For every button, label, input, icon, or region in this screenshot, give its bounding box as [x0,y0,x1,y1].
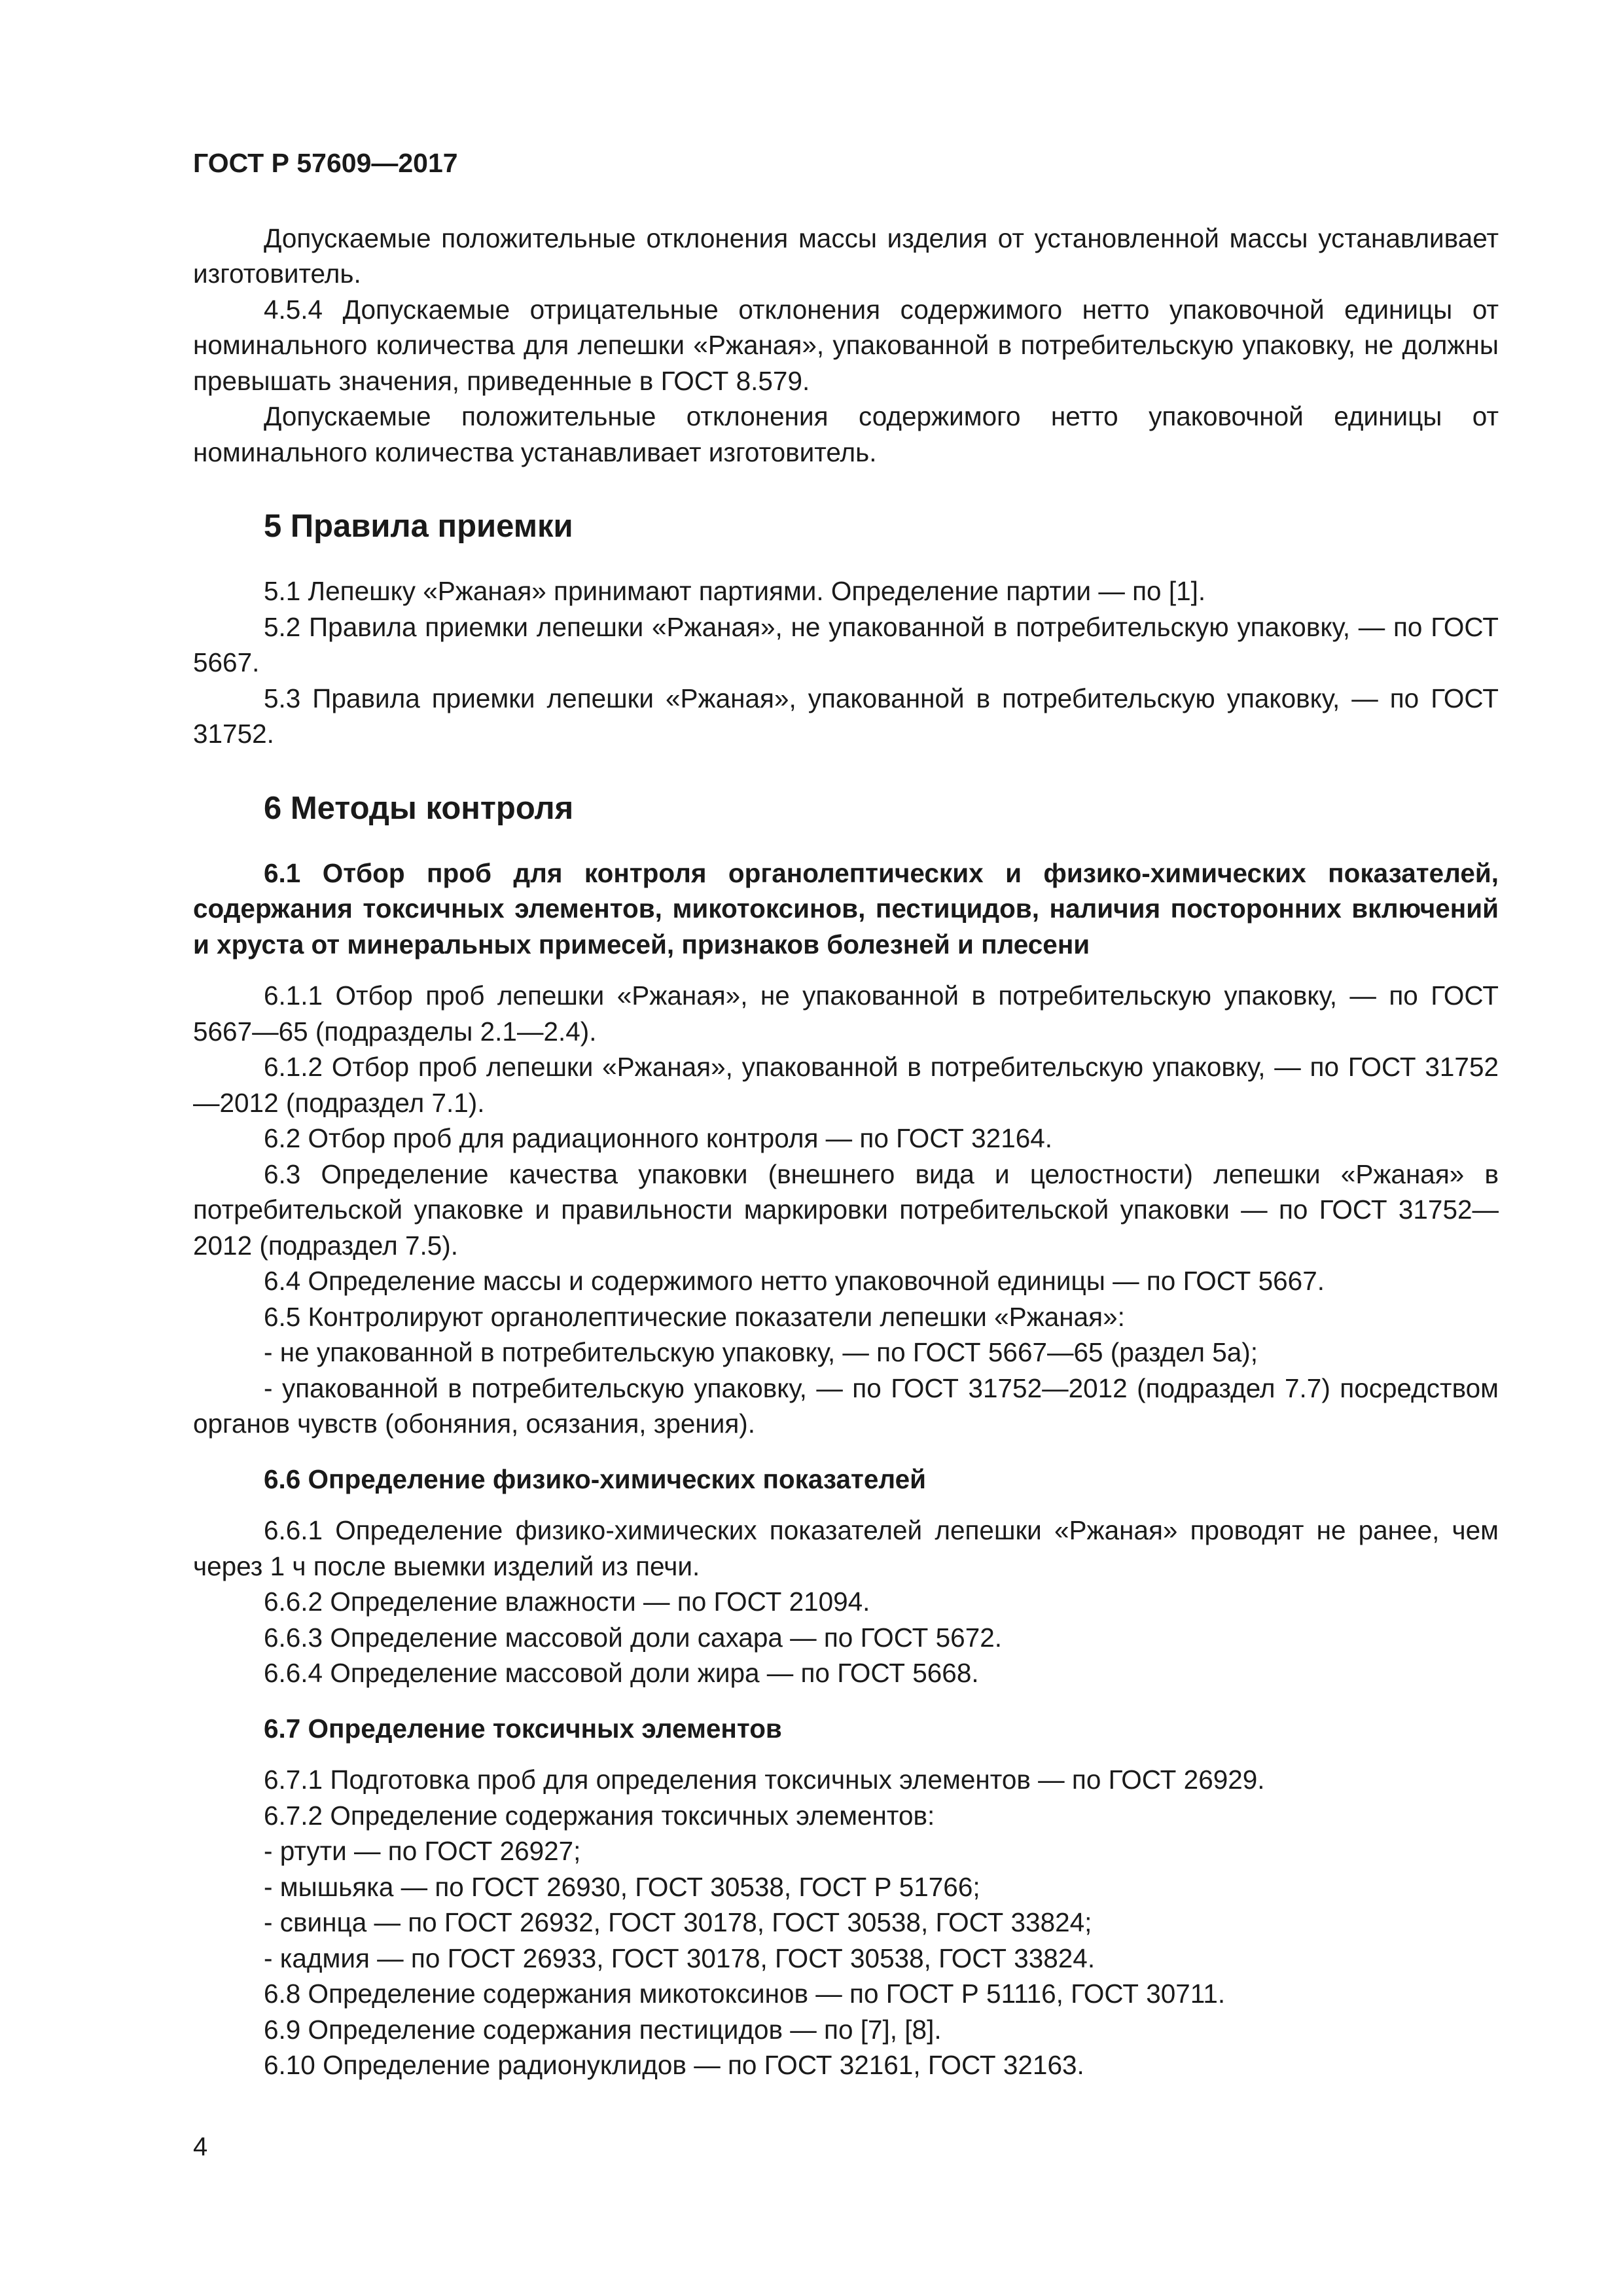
paragraph: 4.5.4 Допускаемые отрицательные отклонения содержимого нетто упаковочной единицы от номинального количества для лепешки «Ржаная», упакованной в потребительскую упаковку, не должны превышать значения, приведенные в ГОСТ 8.579. [193,294,1499,396]
paragraph: 6.1.2 Отбор проб лепешки «Ржаная», упакованной в потребительскую упаковку, — по ГОСТ 31752—2012 (подраздел 7.1). [193,1052,1499,1118]
paragraph: 6.2 Отбор проб для радиационного контроля — по ГОСТ 32164. [264,1123,1053,1153]
list-item: - мышьяка — по ГОСТ 26930, ГОСТ 30538, ГОСТ Р 51766; [264,1871,980,1902]
paragraph: 5.1 Лепешку «Ржаная» принимают партиями. Определение партии — по [1]. [264,576,1206,606]
paragraph: 6.6.1 Определение физико-химических показателей лепешки «Ржаная» проводят не ранее, чем через 1 ч после выемки изделий из печи. [193,1515,1499,1581]
paragraph: 6.10 Определение радионуклидов — по ГОСТ 32161, ГОСТ 32163. [264,2050,1084,2080]
document-page [193,145,1499,2083]
paragraph: 6.6.3 Определение массовой доли сахара — по ГОСТ 5672. [264,1622,1002,1653]
paragraph: 6.6.4 Определение массовой доли жира — по ГОСТ 5668. [264,1658,979,1688]
paragraph: 6.3 Определение качества упаковки (внешнего вида и целостности) лепешки «Ржаная» в потребительской упаковке и правильности маркировки потребительской упаковки — по ГОСТ 31752—2012 (подраздел 7.5). [193,1158,1499,1261]
paragraph: 6.9 Определение содержания пестицидов — по [7], [8]. [264,2014,942,2045]
page-number: 4 [193,2132,208,2161]
list-item: - кадмия — по ГОСТ 26933, ГОСТ 30178, ГОСТ 30538, ГОСТ 33824. [264,1943,1096,1973]
section-6-title: 6 Методы контроля [264,790,574,826]
subsection-6-7-title: 6.7 Определение токсичных элементов [264,1713,782,1744]
standard-header: ГОСТ Р 57609—2017 [193,148,458,178]
paragraph: 6.6.2 Определение влажности — по ГОСТ 21094. [264,1587,870,1617]
list-item: - ртути — по ГОСТ 26927; [264,1836,581,1866]
paragraph: 6.4 Определение массы и содержимого нетто упаковочной единицы — по ГОСТ 5667. [264,1266,1325,1296]
list-item: - упакованной в потребительскую упаковку, — по ГОСТ 31752—2012 (подраздел 7.7) посредством органов чувств (обоняния, осязания, зрения). [193,1372,1499,1439]
paragraph: Допускаемые положительные отклонения содержимого нетто упаковочной единицы от номинального количества устанавливает изготовитель. [193,401,1499,467]
paragraph: 6.1.1 Отбор проб лепешки «Ржаная», не упакованной в потребительскую упаковку, — по ГОСТ 5667—65 (подразделы 2.1—2.4). [193,980,1499,1047]
paragraph: 6.7.1 Подготовка проб для определения токсичных элементов — по ГОСТ 26929. [264,1765,1265,1795]
list-item: - не упакованной в потребительскую упаковку, — по ГОСТ 5667—65 (раздел 5а); [264,1337,1258,1367]
subsection-6-6-title: 6.6 Определение физико-химических показателей [264,1463,927,1494]
subsection-6-1-title: 6.1 Отбор проб для контроля органолептических и физико-химических показателей, содержания токсичных элементов, микотоксинов, пестицидов, наличия посторонних включений и хруста от минеральных примесей, признаков болезней и плесени [193,857,1499,960]
paragraph: 6.8 Определение содержания микотоксинов — по ГОСТ Р 51116, ГОСТ 30711. [264,1979,1226,2009]
list-item: - свинца — по ГОСТ 26932, ГОСТ 30178, ГОСТ 30538, ГОСТ 33824; [264,1907,1092,1937]
paragraph: Допускаемые положительные отклонения массы изделия от установленной массы устанавливает изготовитель. [193,223,1499,289]
section-5-title: 5 Правила приемки [264,509,573,544]
paragraph: 6.5 Контролируют органолептические показатели лепешки «Ржаная»: [264,1301,1125,1332]
paragraph: 5.3 Правила приемки лепешки «Ржаная», упакованной в потребительскую упаковку, — по ГОСТ 31752. [193,683,1499,749]
paragraph: 6.7.2 Определение содержания токсичных элементов: [264,1800,935,1831]
paragraph: 5.2 Правила приемки лепешки «Ржаная», не упакованной в потребительскую упаковку, — по ГОСТ 5667. [193,611,1499,677]
